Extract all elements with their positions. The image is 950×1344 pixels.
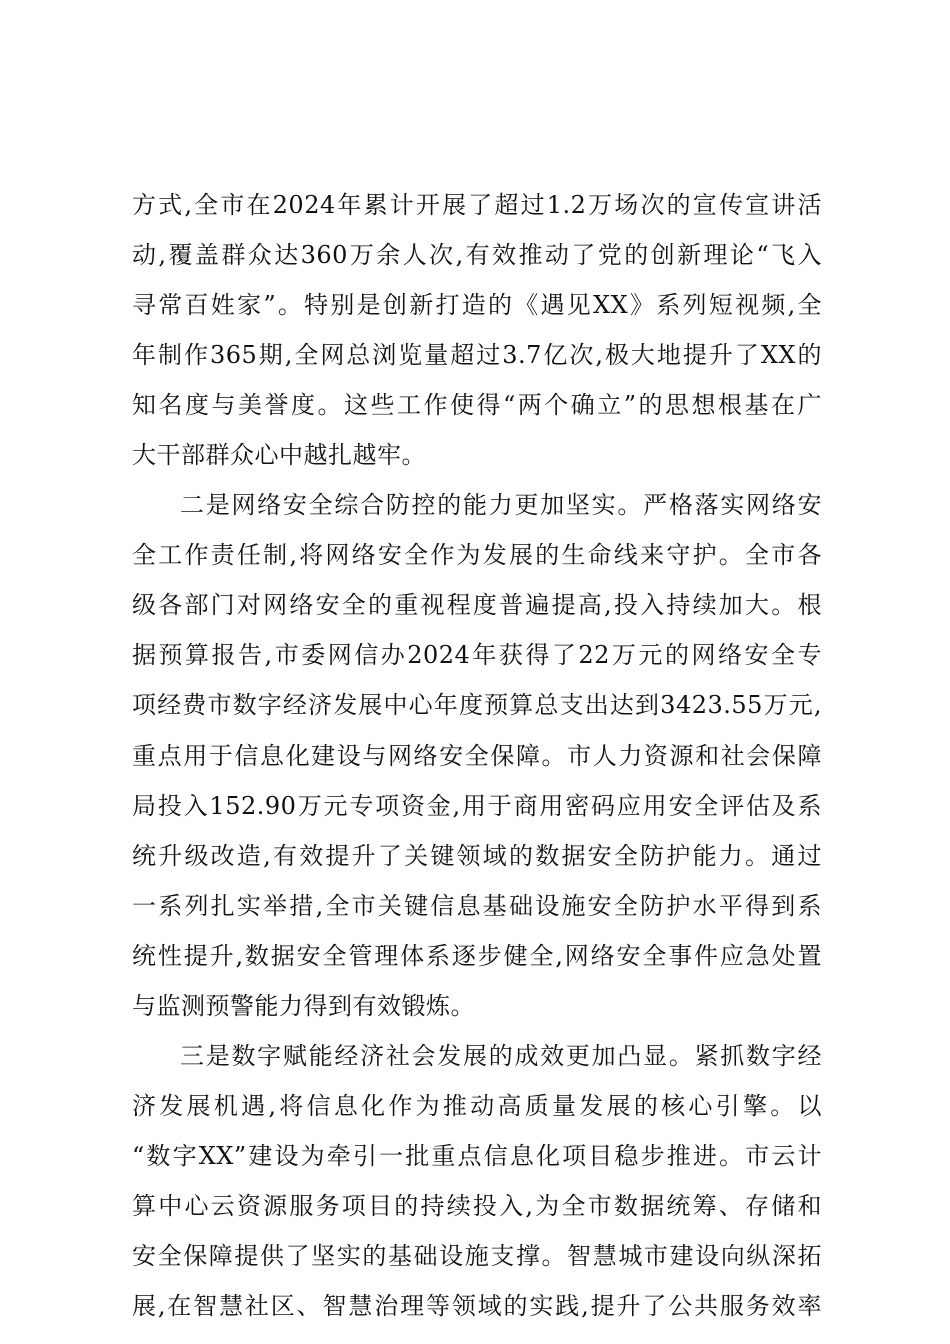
text-line: 寻常百姓家”。特别是创新打造的《遇见XX》系列短视频,全 (132, 291, 822, 320)
text-line: 大干部群众心中越扎越牢。 (132, 441, 426, 470)
text-line: 年制作365期,全网总浏览量超过3.7亿次,极大地提升了XX的 (132, 341, 822, 370)
text-line: 一系列扎实举措,全市关键信息基础设施安全防护水平得到系 (132, 891, 822, 920)
text-line: 动,覆盖群众达360万余人次,有效推动了党的创新理论“飞入 (132, 241, 822, 270)
text-line: 全工作责任制,将网络安全作为发展的生命线来守护。全市各 (132, 541, 822, 570)
text-line: 二是网络安全综合防控的能力更加坚实。严格落实网络安 (180, 491, 822, 520)
text-line: 三是数字赋能经济社会发展的成效更加凸显。紧抓数字经 (180, 1041, 822, 1070)
text-line: 统性提升,数据安全管理体系逐步健全,网络安全事件应急处置 (132, 941, 822, 970)
text-line: 展,在智慧社区、智慧治理等领域的实践,提升了公共服务效率 (132, 1292, 822, 1321)
paragraph (132, 480, 822, 1031)
text-line: 济发展机遇,将信息化作为推动高质量发展的核心引擎。以 (132, 1091, 822, 1120)
text-line: 统升级改造,有效提升了关键领域的数据安全防护能力。通过 (132, 841, 822, 870)
text-line: 重点用于信息化建设与网络安全保障。市人力资源和社会保障 (132, 741, 822, 770)
paragraph (132, 180, 822, 480)
text-line: 级各部门对网络安全的重视程度普遍提高,投入持续加大。根 (132, 591, 822, 620)
text-line: 与监测预警能力得到有效锻炼。 (132, 991, 475, 1020)
text-line: 安全保障提供了坚实的基础设施支撑。智慧城市建设向纵深拓 (132, 1241, 822, 1270)
paragraph (132, 1031, 822, 1331)
text-line: 局投入152.90万元专项资金,用于商用密码应用安全评估及系 (132, 791, 822, 820)
text-line: “数字XX”建设为牵引一批重点信息化项目稳步推进。市云计 (132, 1141, 822, 1170)
text-line: 算中心云资源服务项目的持续投入,为全市数据统筹、存储和 (132, 1191, 822, 1220)
text-line: 知名度与美誉度。这些工作使得“两个确立”的思想根基在广 (132, 391, 822, 420)
text-line: 据预算报告,市委网信办2024年获得了22万元的网络安全专 (132, 641, 822, 670)
document-page (132, 180, 822, 1331)
text-line: 方式,全市在2024年累计开展了超过1.2万场次的宣传宣讲活 (132, 191, 822, 219)
text-line: 项经费市数字经济发展中心年度预算总支出达到3423.55万元, (132, 691, 822, 720)
